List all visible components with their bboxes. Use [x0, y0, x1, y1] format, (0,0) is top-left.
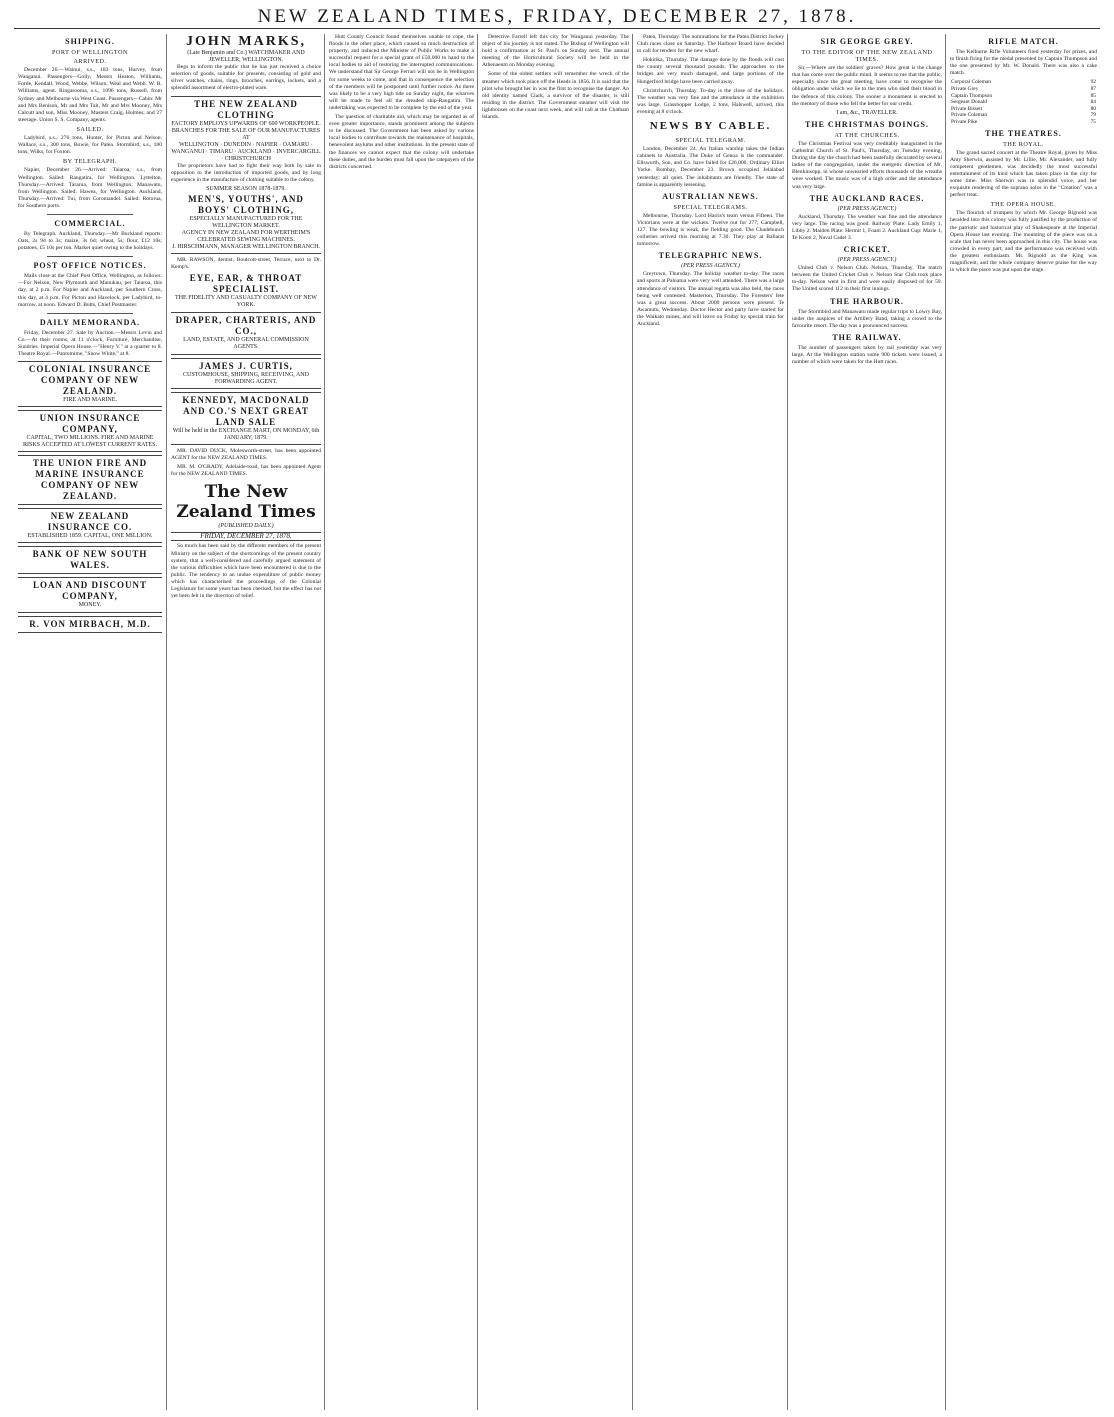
published-daily: (PUBLISHED DAILY.): [218, 523, 274, 530]
score-value: 85: [1090, 92, 1096, 99]
sewing-agency: AGENCY IN NEW ZEALAND FOR WERTHEIM'S CELEBRATED SEWING MACHINES.: [181, 229, 311, 243]
clothing-text: The proprietors have had to fight their way both by sale in opposition to the introduction of imported goods, and by long experience in the manufacture of clothing suitable to the colony.: [171, 163, 321, 184]
column-5: [632, 34, 788, 1410]
telegraphic-news-heading: TELEGRAPHIC NEWS.: [658, 251, 763, 261]
local-news-2: Some of the oldest settlers will remember the wreck of the steamer which took place off the Heads in 1856. It is said that the pilot who brought her in was the first to recognise the danger. An old identity named Clark, a survivor of the disaster, is still residing in the district. The Government steamer will visit the lighthouses on the coast next week, and will call at the Chatham Islands.: [482, 71, 629, 121]
rifle-heading: RIFLE MATCH.: [988, 37, 1059, 46]
harbour-heading: THE HARBOUR.: [830, 296, 904, 306]
branches-heading: BRANCHES FOR THE SALE OF OUR MANUFACTURES AT: [171, 127, 321, 141]
clothing-factory-sub: FACTORY EMPLOYS UPWARDS OF 600 WORKPEOPLE.: [171, 120, 321, 127]
score-name: Captain Thompson: [951, 92, 993, 99]
score-value: 75: [1090, 118, 1096, 125]
arrived-text: December 26.—Wainui, s.s., 183 tons, Harvey, from Wanganui. Passengers—Golly, Messrs Heaton, Williams, Forde, Kendall, Wood, Webbe, Wilson, Weal and Webb. W. R. Williams, agent. Ringarooma, s.s., 1096 tons, Russell, from Sydney and Melbourne via West Coast. Passengers—Cabin: Mr and Mrs Benison, Mr and Mrs Tait, Mr and Mrs Mooney, Mrs Calcutt and son, Miss Mooney, Masters Craig, Holmes; and 27 steerage. Union S. S. Company, agents.: [18, 67, 162, 123]
australian-news-text: Melbourne, Thursday. Lord Harris's team versus Fifteen. The Victorians were at the wickets. Twelve out for 277; Campbell, 127. The bowling is weak, the fielding good. The Chadebunch collieries arrived this morning at 7.30. They play at Ballarat tomorrow.: [637, 212, 784, 248]
royal-sub: THE ROYAL.: [1003, 140, 1044, 148]
duck-notice: MR. DAVID DUCK, Molesworth-street, has been appointed AGENT for the NEW ZEALAND TIMES.: [171, 447, 321, 461]
score-value: 87: [1090, 85, 1096, 92]
cable-news-heading: NEWS BY CABLE.: [649, 120, 772, 133]
cricket-sub: (PER PRESS AGENCY.): [837, 257, 897, 264]
bank-nsw-title: BANK OF NEW SOUTH WALES.: [32, 549, 148, 571]
opera-text: The flourish of trumpets by which Mr. George Rignold was heralded into this colony was fully justified by the production of the patriotic and historical play of Shakespeare at the Imperial Opera House last evening. The mounting of the piece was on a scale that has never been approached in this city. The house was crowded in every part, and the performance was received with the greatest enthusiasm. Mr. Rignold as the King was magnificent, and the whole company deserve praise for the way in which the piece was put upon the stage.: [950, 210, 1097, 274]
sailed-text: Ladybird, s.s., 276 tons, Hunter, for Picton and Nelson. Wallace, s.s., 300 tons, Bowie, for Patea. Stormbird, s.s., 180 tons, Wilks, for Foxton.: [18, 135, 162, 156]
clothing-factory-title: THE NEW ZEALAND CLOTHING: [194, 98, 298, 120]
railway-text: The number of passengers taken by rail yesterday was very large. At the Wellington station some 900 tickets were issued, a number of which were taken for the Hutt races.: [792, 344, 942, 365]
theatre-text: The grand sacred concert at the Theatre Royal, given by Miss Amy Sherwin, assisted by Mr. Lillie, Mr. Alexander, and fully competent gentlemen, was decidedly the most successful entertainment of its kind which has taken place in the city for some time. Miss Sherwin was in splendid voice, and her exquisite rendering of the soprano solos in the "Creation" was a perfect treat.: [950, 149, 1097, 199]
masthead-rule: [14, 28, 1100, 29]
score-value: 92: [1090, 79, 1096, 86]
union-insurance-title: UNION INSURANCE COMPANY,: [39, 413, 141, 435]
colonial-insurance-sub: FIRE AND MARINE.: [63, 397, 117, 404]
hokitika-news: Hokitika, Thursday. The damage done by the floods will cost the county several thousand pounds. The approaches to the bridges are very much damaged, and large portions of the Hungerford bridge have been carried away.: [637, 57, 784, 85]
special-telegram-sub: SPECIAL TELEGRAM.: [675, 137, 746, 145]
leader-continued-2: The question of charitable aid, which may be regarded as of even greater importance, stands prominent among the subjects to be discussed. The Government has been asked by various local bodies to contribute towards the maintenance of hospitals, benevolent asylums and other institutions. In the present state of the finances we cannot expect that the colony will undertake these duties, and the burden must fall upon the ratepayers of the districts concerned.: [329, 114, 474, 170]
harbour-text: The Stormbird and Manawatu made regular trips to Lowry Bay, under the auspices of the Artillery Band, taking a crowd to the favourite resort. The day was a pronounced success.: [792, 308, 942, 329]
shipping-heading: SHIPPING.: [65, 37, 115, 46]
sailed-subheading: SAILED.: [76, 125, 104, 133]
column-4: [477, 34, 633, 1410]
fidelity-ad: THE FIDELITY AND CASUALTY COMPANY OF NEW YORK.: [175, 295, 317, 309]
page-columns: [14, 34, 1100, 1410]
grey-letter: Sir,—Where are the soldiers' graves? How great is the change that has come over the public mind. It seems to me that the public, especially since the great meeting, have come to recognise the obligation under which we lie to the men who shed their blood in the defence of this colony. The sooner a monument is erected to the memory of those who fell the better for our credit.: [792, 65, 942, 107]
column-7: [945, 34, 1101, 1410]
nz-insurance-sub: ESTABLISHED 1859. CAPITAL, ONE MILLION.: [27, 533, 153, 540]
arrived-subheading: ARRIVED.: [73, 58, 107, 66]
rifle-scores-table: [950, 79, 1097, 125]
eye-specialist-ad: EYE, EAR, & THROAT SPECIALIST.: [189, 273, 303, 295]
memoranda-text: Friday, December 27. Sale by Auction.—Messrs Levin and Co.—At their rooms, at 11 o'clock, Furniture, Merchandise, Sundries. Imperial Opera House.—"Henry V." at a quarter to 8. Theatre Royal.—Pantomime, "Snow White," at 8.: [18, 329, 162, 357]
score-name: Sergeant Donald: [951, 99, 987, 106]
score-value: 84: [1090, 99, 1096, 106]
score-row: [950, 86, 1097, 93]
kennedy-ad-sub: Will be held in the EXCHANGE MART, ON MONDAY, 6th JANUARY, 1879.: [172, 427, 320, 441]
score-row: [950, 112, 1097, 119]
score-name: Private Bissett: [951, 105, 983, 112]
score-row: [950, 119, 1097, 126]
races-heading: THE AUCKLAND RACES.: [809, 193, 925, 203]
leader-text: So much has been said by the different members of the present Ministry on the subject of the shortcomings of the present country system, that a well-considered and carefully argued statement of the various difficulties which have been encountered is due to the public. The tendency to an undue expenditure of public money which has characterised the proceedings of the Colonial Legislature for some years has been checked, but the effect has not yet been felt in the direction of relief.: [171, 543, 321, 600]
score-value: 79: [1090, 112, 1096, 119]
patea-news: Patea, Thursday. The nominations for the Patea District Jockey Club races close on Saturday. The Harbour Board have decided to call for tenders for the new wharf.: [637, 34, 784, 55]
christmas-heading: THE CHRISTMAS DOINGS.: [805, 119, 929, 129]
score-value: 80: [1090, 105, 1096, 112]
railway-heading: THE RAILWAY.: [832, 332, 902, 342]
post-office-heading: POST OFFICE NOTICES.: [33, 261, 147, 271]
score-row: [950, 93, 1097, 100]
cricket-text: United Club v. Nelson Club. Nelson, Thursday. The match between the United Cricket Club v. Nelson Star Club took place to-day. Nelson went in first and were easily disposed of for 59. The United scored 112 in their first innings.: [792, 265, 942, 293]
grey-sub: TO THE EDITOR OF THE NEW ZEALAND TIMES.: [801, 49, 933, 64]
christmas-sub: AT THE CHURCHES.: [834, 131, 900, 139]
draper-ad-sub: LAND, ESTATE, AND GENERAL COMMISSION AGENTS.: [183, 337, 309, 351]
cricket-heading: CRICKET.: [843, 245, 891, 255]
column-3: [324, 34, 478, 1410]
score-row: [950, 99, 1097, 106]
column-1: [14, 34, 166, 1410]
branch-towns: WELLINGTON · DUNEDIN · NAPIER · OAMARU · WANGANUI · TIMARU · AUCKLAND · INVERCARGILL · CHRISTCHURCH: [171, 141, 321, 163]
nz-union-insurance-title: THE UNION FIRE AND MARINE INSURANCE COMPANY OF NEW ZEALAND.: [32, 458, 148, 502]
paper-nameplate: The New Zealand Times: [176, 482, 316, 523]
kennedy-ad-title: KENNEDY, MACDONALD AND CO.'S NEXT GREAT LAND SALE: [182, 394, 310, 427]
letter-signature: I am, &c., TRAVELLER.: [836, 109, 898, 116]
money-heading: MONEY.: [78, 602, 102, 609]
curtis-ad-title: JAMES J. CURTIS,: [199, 360, 293, 371]
port-subheading: PORT OF WELLINGTON: [51, 49, 128, 56]
manager-name: J. HIRSCHMANN, MANAGER WELLINGTON BRANCH.: [172, 243, 320, 250]
rawson-ad: MR. RAWSON, dentist, Boulcott-street, Terrace, next to Dr. Kemp's.: [171, 256, 321, 271]
mirbach-ad: R. VON MIRBACH, M.D.: [29, 618, 151, 629]
score-name: Private Pike: [951, 118, 978, 125]
marks-ad-text: Begs to inform the public that he has just received a choice selection of goods, suitable for presents, consisting of gold and silver watches, chains, rings, brooches, earrings, lockets, and a splendid assortment of electro-plated ware.: [171, 64, 321, 92]
christmas-text: The Christmas Festival was very creditably inaugurated in the Cathedral Church of St. Paul's, Thursday, on Tuesday evening. During the day the church had been tastefully decorated by several ladies of the congregation, under the energetic direction of Mr. Blenkinsopp, in whose unwearied efforts thousands of the wreaths were worked. The music was of a high order and the attendance was very large.: [792, 140, 942, 190]
score-name: Private Coleman: [951, 112, 988, 119]
marks-ad-title: JOHN MARKS,: [186, 34, 306, 49]
union-insurance-sub: CAPITAL, TWO MILLIONS. FIRE AND MARINE RISKS ACCEPTED AT LOWEST CURRENT RATES.: [22, 435, 158, 449]
local-news-1: Detective Farrell left this city for Wanganui yesterday. The object of his journey is not stated. The Bishop of Wellington will hold a confirmation at St. Paul's on Sunday next. The annual meeting of the Horticultural Society will be held in the Athenaeum on Monday evening.: [482, 34, 629, 69]
ogrady-notice: MR. M. O'GRADY, Adelaide-road, has been appointed Agent for the NEW ZEALAND TIMES.: [171, 464, 321, 478]
loan-company-title: LOAN AND DISCOUNT COMPANY,: [32, 580, 147, 602]
races-text: Auckland, Thursday. The weather was fine and the attendance very large. The racing was good. Railway Plate: Lady Emily 1, Libby 2. Maiden Plate: Hermit 1, Foam 2. Auckland Cup: Marie 1, Te Kooti 2, Naval Cadet 3.: [792, 213, 942, 241]
mens-clothing-sub: ESPECIALLY MANUFACTURED FOR THE WELLINGTON MARKET.: [189, 215, 303, 229]
colonial-insurance-title: COLONIAL INSURANCE COMPANY OF NEW ZEALAND.: [28, 364, 152, 397]
cable-news-text: London, December 24. An Italian warship takes the Indian cabinets to Australia. The Duke of Genoa is the commander. Ellsworth, Son, and Co. have failed for £26,000. Ordinary Elliot Yorke. Bombay, December 23. Brown occupied Jelalabad yesterday; all quiet. The inhabitants are friendly. The state of famine is apparently lessening.: [637, 146, 784, 188]
draper-ad-title: DRAPER, CHARTERIS, AND CO.,: [175, 315, 317, 337]
races-sub: (PER PRESS AGENCY.): [837, 205, 897, 212]
leader-dateline: FRIDAY, DECEMBER 27, 1878.: [171, 532, 321, 541]
leader-continued: Hutt County Council found themselves unable to cope, the floods in the other place, which caused so much destruction of property, and induced the Minister of Public Works to make a successful request for a special grant of £50,000 to hand to the local bodies to aid of restoring the interrupted communications. We understand that Sir George Ferrari will not be in Wellington for some weeks to come, and that in consequence the selection of the members will be postponed until further notice. As there was likely to be a very high tide on Sunday night, the wharves will be made to feel all the dreaded ship-Rangatira. The undertaking was expected to be complete by the end of the year.: [329, 34, 474, 111]
telegraph-text: Napier, December 26.—Arrived: Taiaroa, s.s., from Wellington. Sailed: Rangatira, for Wellington. Lyttelton, Thursday.—Arrived: Tararua, from Wellington; Manawatu, from Wellington. Sailed: Hawea, for Wellington. Auckland, Thursday.—Arrived: Tui, from Coromandel. Sailed: Rotorua, for Southern ports.: [18, 167, 162, 209]
score-row: [950, 106, 1097, 113]
grey-heading: SIR GEORGE GREY.: [820, 37, 914, 46]
post-office-text: Mails close at the Chief Post Office, Wellington, as follows:—For Nelson, New Plymouth and Manukau, per Taiaroa, this day, at 2 p.m. For Napier and Auckland, per Southern Cross, this day, at 4 p.m. For Picton and Havelock, per Ladybird, to-morrow, at noon. Edward D. Butts, Chief Postmaster.: [18, 273, 162, 308]
christchurch-news: Christchurch, Thursday. To-day is the close of the holidays. The weather was very fine and the attendance at the exhibition was large. Grasshopper Lodge, 2 tons, Halswell, arrived, this evening at 8 o'clock.: [637, 87, 784, 115]
memoranda-heading: DAILY MEMORANDA.: [39, 317, 141, 327]
rifle-text: The Kelburne Rifle Volunteers fired yesterday for prizes, and to finish firing for the medal presented by Captain Thompson and the one presented by Mr. W. Donald. There was also a cake match.: [950, 49, 1097, 77]
telegraphic-news-text: Greytown, Thursday. The holiday weather to-day. The races and sports at Pahiatua were very well attended. There was a large attendance of visitors. The annual regatta was also held, the races being well contested. Masterton, Thursday. The Foresters' fete was a great success. About 2000 persons were present. Te Awamutu, Wednesday. Doctor Hector and party have started for the Waikato mines, and will leave on Friday by special train for Auckland.: [637, 271, 784, 327]
score-name: Private Grey: [951, 85, 979, 92]
column-2: [166, 34, 325, 1410]
score-name: Corporal Coleman: [951, 79, 991, 86]
mens-clothing: MEN'S, YOUTHS', AND BOYS' CLOTHING,: [188, 193, 304, 215]
telegraphic-news-sub: (PER PRESS AGENCY.): [681, 263, 740, 270]
column-6: [787, 34, 946, 1410]
marks-ad-sub: (Late Benjamin and Co.) WATCHMAKER AND JEWELLER, WELLINGTON.: [187, 50, 305, 64]
summer-season: SUMMER SEASON 1878-1879.: [206, 186, 286, 193]
score-row: [950, 79, 1097, 86]
masthead: NEW ZEALAND TIMES, FRIDAY, DECEMBER 27, 1878.: [257, 6, 857, 27]
telegraph-subheading: BY TELEGRAPH.: [63, 158, 117, 166]
curtis-ad-sub: CUSTOMHOUSE, SHIPPING, RECEIVING, AND FORWARDING AGENT.: [183, 371, 309, 385]
commercial-text: By Telegraph. Auckland, Thursday.—Mr Buckland reports: Oats, 2s 9d to 3s; maize, 3s 6d; wheat, 5s; flour, £12 10s; potatoes, £5 10s per ton. Market quiet owing to the holidays.: [18, 230, 162, 252]
commercial-heading: COMMERCIAL.: [54, 218, 126, 228]
opera-house-sub: THE OPERA HOUSE.: [990, 201, 1057, 209]
australian-news-heading: AUSTRALIAN NEWS.: [662, 191, 759, 201]
theatres-heading: THE THEATRES.: [985, 128, 1062, 138]
australian-news-sub: SPECIAL TELEGRAMS.: [673, 203, 748, 211]
nz-insurance-title: NEW ZEALAND INSURANCE CO.: [47, 511, 133, 533]
